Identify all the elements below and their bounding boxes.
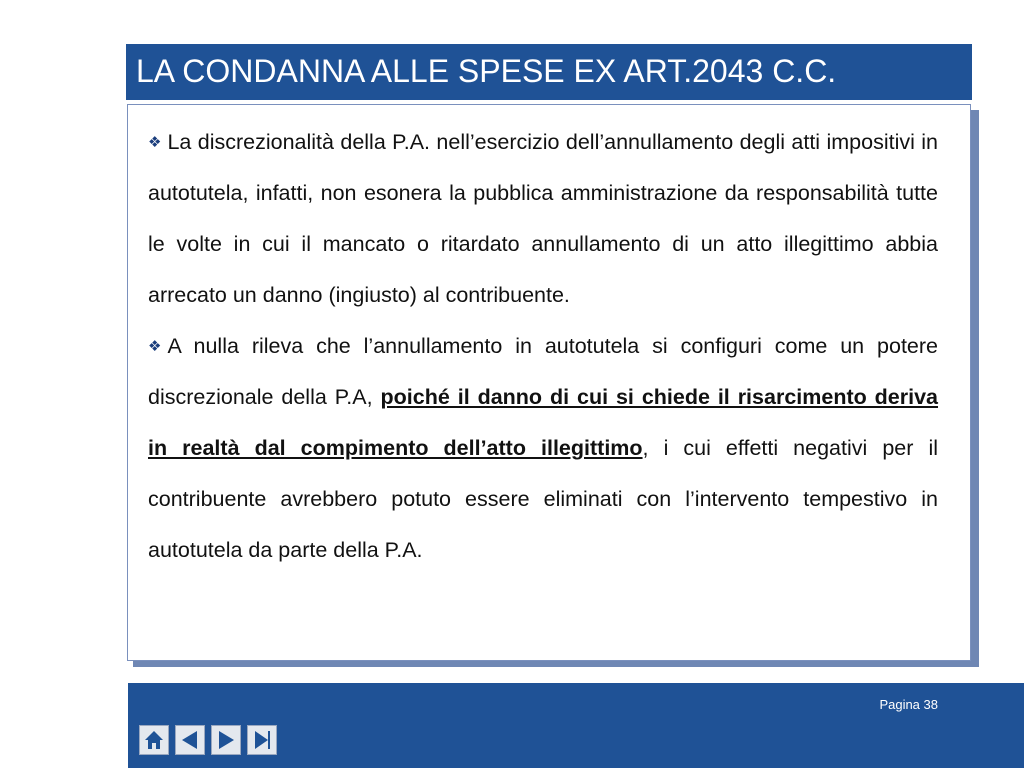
content-box (127, 104, 971, 661)
paragraph-text: , i cui effetti negativi per il contribuente avrebbero potuto essere eliminati con l’intervento tempestivo in autotutela da parte della P.A. (148, 436, 938, 562)
last-page-button[interactable] (247, 725, 277, 755)
bullet-paragraph (148, 117, 938, 321)
arrow-right-icon (215, 729, 237, 751)
slide-body (148, 117, 938, 576)
navigation-buttons (139, 725, 283, 755)
emphasized-text: poiché il danno di cui si chiede il risarcimento deriva in realtà dal compimento dell’atto illegittimo (148, 385, 939, 460)
last-page-icon (251, 729, 273, 751)
next-button[interactable] (211, 725, 241, 755)
slide-title: LA CONDANNA ALLE SPESE EX ART.2043 C.C. (136, 53, 837, 89)
bullet-paragraph (148, 321, 938, 576)
arrow-left-icon (179, 729, 201, 751)
page-number: Pagina 38 (879, 697, 938, 712)
home-button[interactable] (139, 725, 169, 755)
title-bar (126, 44, 972, 100)
home-icon (143, 729, 165, 751)
footer-bar (128, 683, 1024, 768)
previous-button[interactable] (175, 725, 205, 755)
diamond-bullet-icon: ❖ (148, 338, 162, 355)
paragraph-text: La discrezionalità della P.A. nell’esercizio dell’annullamento degli atti impositivi in autotutela, infatti, non esonera la pubblica amministrazione da responsabilità tutte le volte in cui il mancato o ritardato annullamento di un atto illegittimo abbia arrecato un danno (ingiusto) al contribuente. (148, 130, 938, 307)
paragraph-text: A nulla rileva che l’annullamento in autotutela si configuri come un potere discrezionale della P.A, (148, 334, 938, 409)
diamond-bullet-icon: ❖ (148, 134, 162, 151)
